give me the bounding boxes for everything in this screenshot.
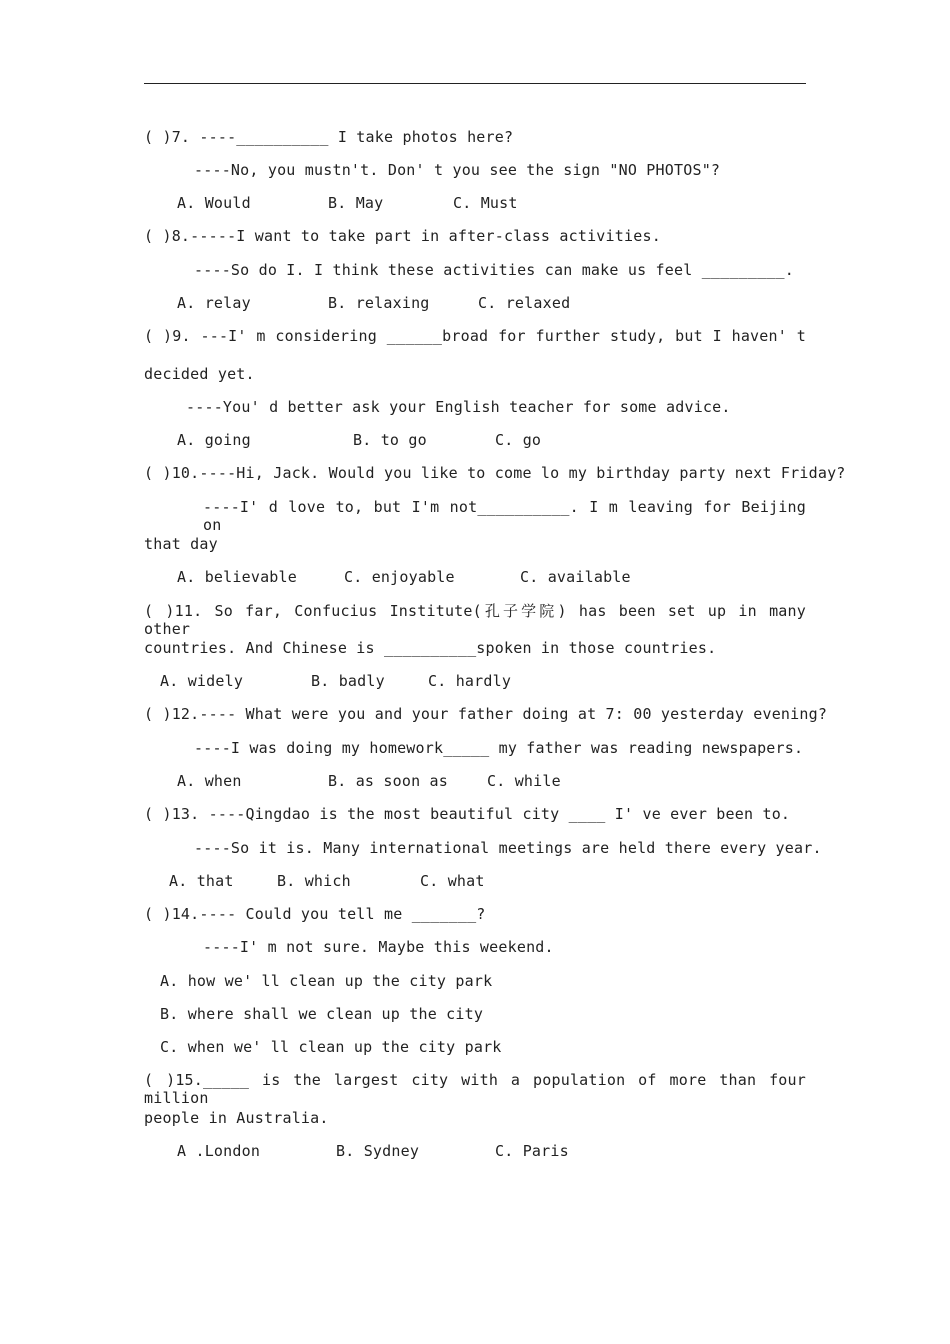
question-11-stem-line1: ( )11. So far, Confucius Institute(孔子学院) has been set up in many other xyxy=(144,602,806,638)
question-13-option-c: C. what xyxy=(420,872,485,890)
question-15-stem-line2: people in Australia. xyxy=(144,1109,329,1127)
question-10-option-a: A. believable xyxy=(177,568,297,586)
question-14-option-a: A. how we' ll clean up the city park xyxy=(160,972,493,990)
question-10-option-b: C. enjoyable xyxy=(344,568,455,586)
question-12-reply: ----I was doing my homework_____ my father was reading newspapers. xyxy=(194,739,804,757)
question-14-stem: ( )14.---- Could you tell me _______? xyxy=(144,905,486,923)
question-7-option-a: A. Would xyxy=(177,194,251,212)
question-8-reply: ----So do I. I think these activities can make us feel _________. xyxy=(194,261,794,279)
question-15-option-c: C. Paris xyxy=(495,1142,569,1160)
question-13-option-b: B. which xyxy=(277,872,351,890)
question-8-option-b: B. relaxing xyxy=(328,294,430,312)
question-7-stem: ( )7. ----__________ I take photos here? xyxy=(144,128,514,146)
question-10-reply-line1: ----I' d love to, but I'm not__________. I m leaving for Beijing on xyxy=(203,498,806,534)
question-7-reply: ----No, you mustn't. Don' t you see the sign "NO PHOTOS"? xyxy=(194,161,721,179)
question-11-option-a: A. widely xyxy=(160,672,244,690)
question-12-option-b: B. as soon as xyxy=(328,772,448,790)
question-12-option-c: C. while xyxy=(487,772,561,790)
question-10-stem: ( )10.----Hi, Jack. Would you like to come lo my birthday party next Friday? xyxy=(144,464,846,482)
question-11-option-b: B. badly xyxy=(311,672,385,690)
question-9-option-a: A. going xyxy=(177,431,251,449)
question-9-option-c: C. go xyxy=(495,431,542,449)
question-11-stem-line2: countries. And Chinese is __________spoken in those countries. xyxy=(144,639,717,657)
question-14-option-c: C. when we' ll clean up the city park xyxy=(160,1038,502,1056)
question-9-reply: ----You' d better ask your English teacher for some advice. xyxy=(186,398,731,416)
question-10-option-c: C. available xyxy=(520,568,631,586)
question-9-stem-line2: decided yet. xyxy=(144,365,255,383)
question-15-stem-line1: ( )15._____ is the largest city with a population of more than four million xyxy=(144,1071,806,1107)
question-12-option-a: A. when xyxy=(177,772,242,790)
question-13-option-a: A. that xyxy=(169,872,234,890)
question-15-option-a: A .London xyxy=(177,1142,261,1160)
question-13-reply: ----So it is. Many international meetings are held there every year. xyxy=(194,839,822,857)
question-7-option-c: C. Must xyxy=(453,194,518,212)
question-8-option-a: A. relay xyxy=(177,294,251,312)
header-rule xyxy=(144,83,806,84)
question-8-stem: ( )8.-----I want to take part in after-class activities. xyxy=(144,227,661,245)
question-10-reply-line2: that day xyxy=(144,535,218,553)
question-14-option-b: B. where shall we clean up the city xyxy=(160,1005,484,1023)
question-12-stem: ( )12.---- What were you and your father doing at 7: 00 yesterday evening? xyxy=(144,705,828,723)
question-14-reply: ----I' m not sure. Maybe this weekend. xyxy=(203,938,554,956)
question-13-stem: ( )13. ----Qingdao is the most beautiful city ____ I' ve ever been to. xyxy=(144,805,791,823)
question-9-stem-line1: ( )9. ---I' m considering ______broad for further study, but I haven' t xyxy=(144,327,806,345)
question-7-option-b: B. May xyxy=(328,194,384,212)
question-9-option-b: B. to go xyxy=(353,431,427,449)
question-11-option-c: C. hardly xyxy=(428,672,512,690)
question-8-option-c: C. relaxed xyxy=(478,294,571,312)
question-15-option-b: B. Sydney xyxy=(336,1142,420,1160)
